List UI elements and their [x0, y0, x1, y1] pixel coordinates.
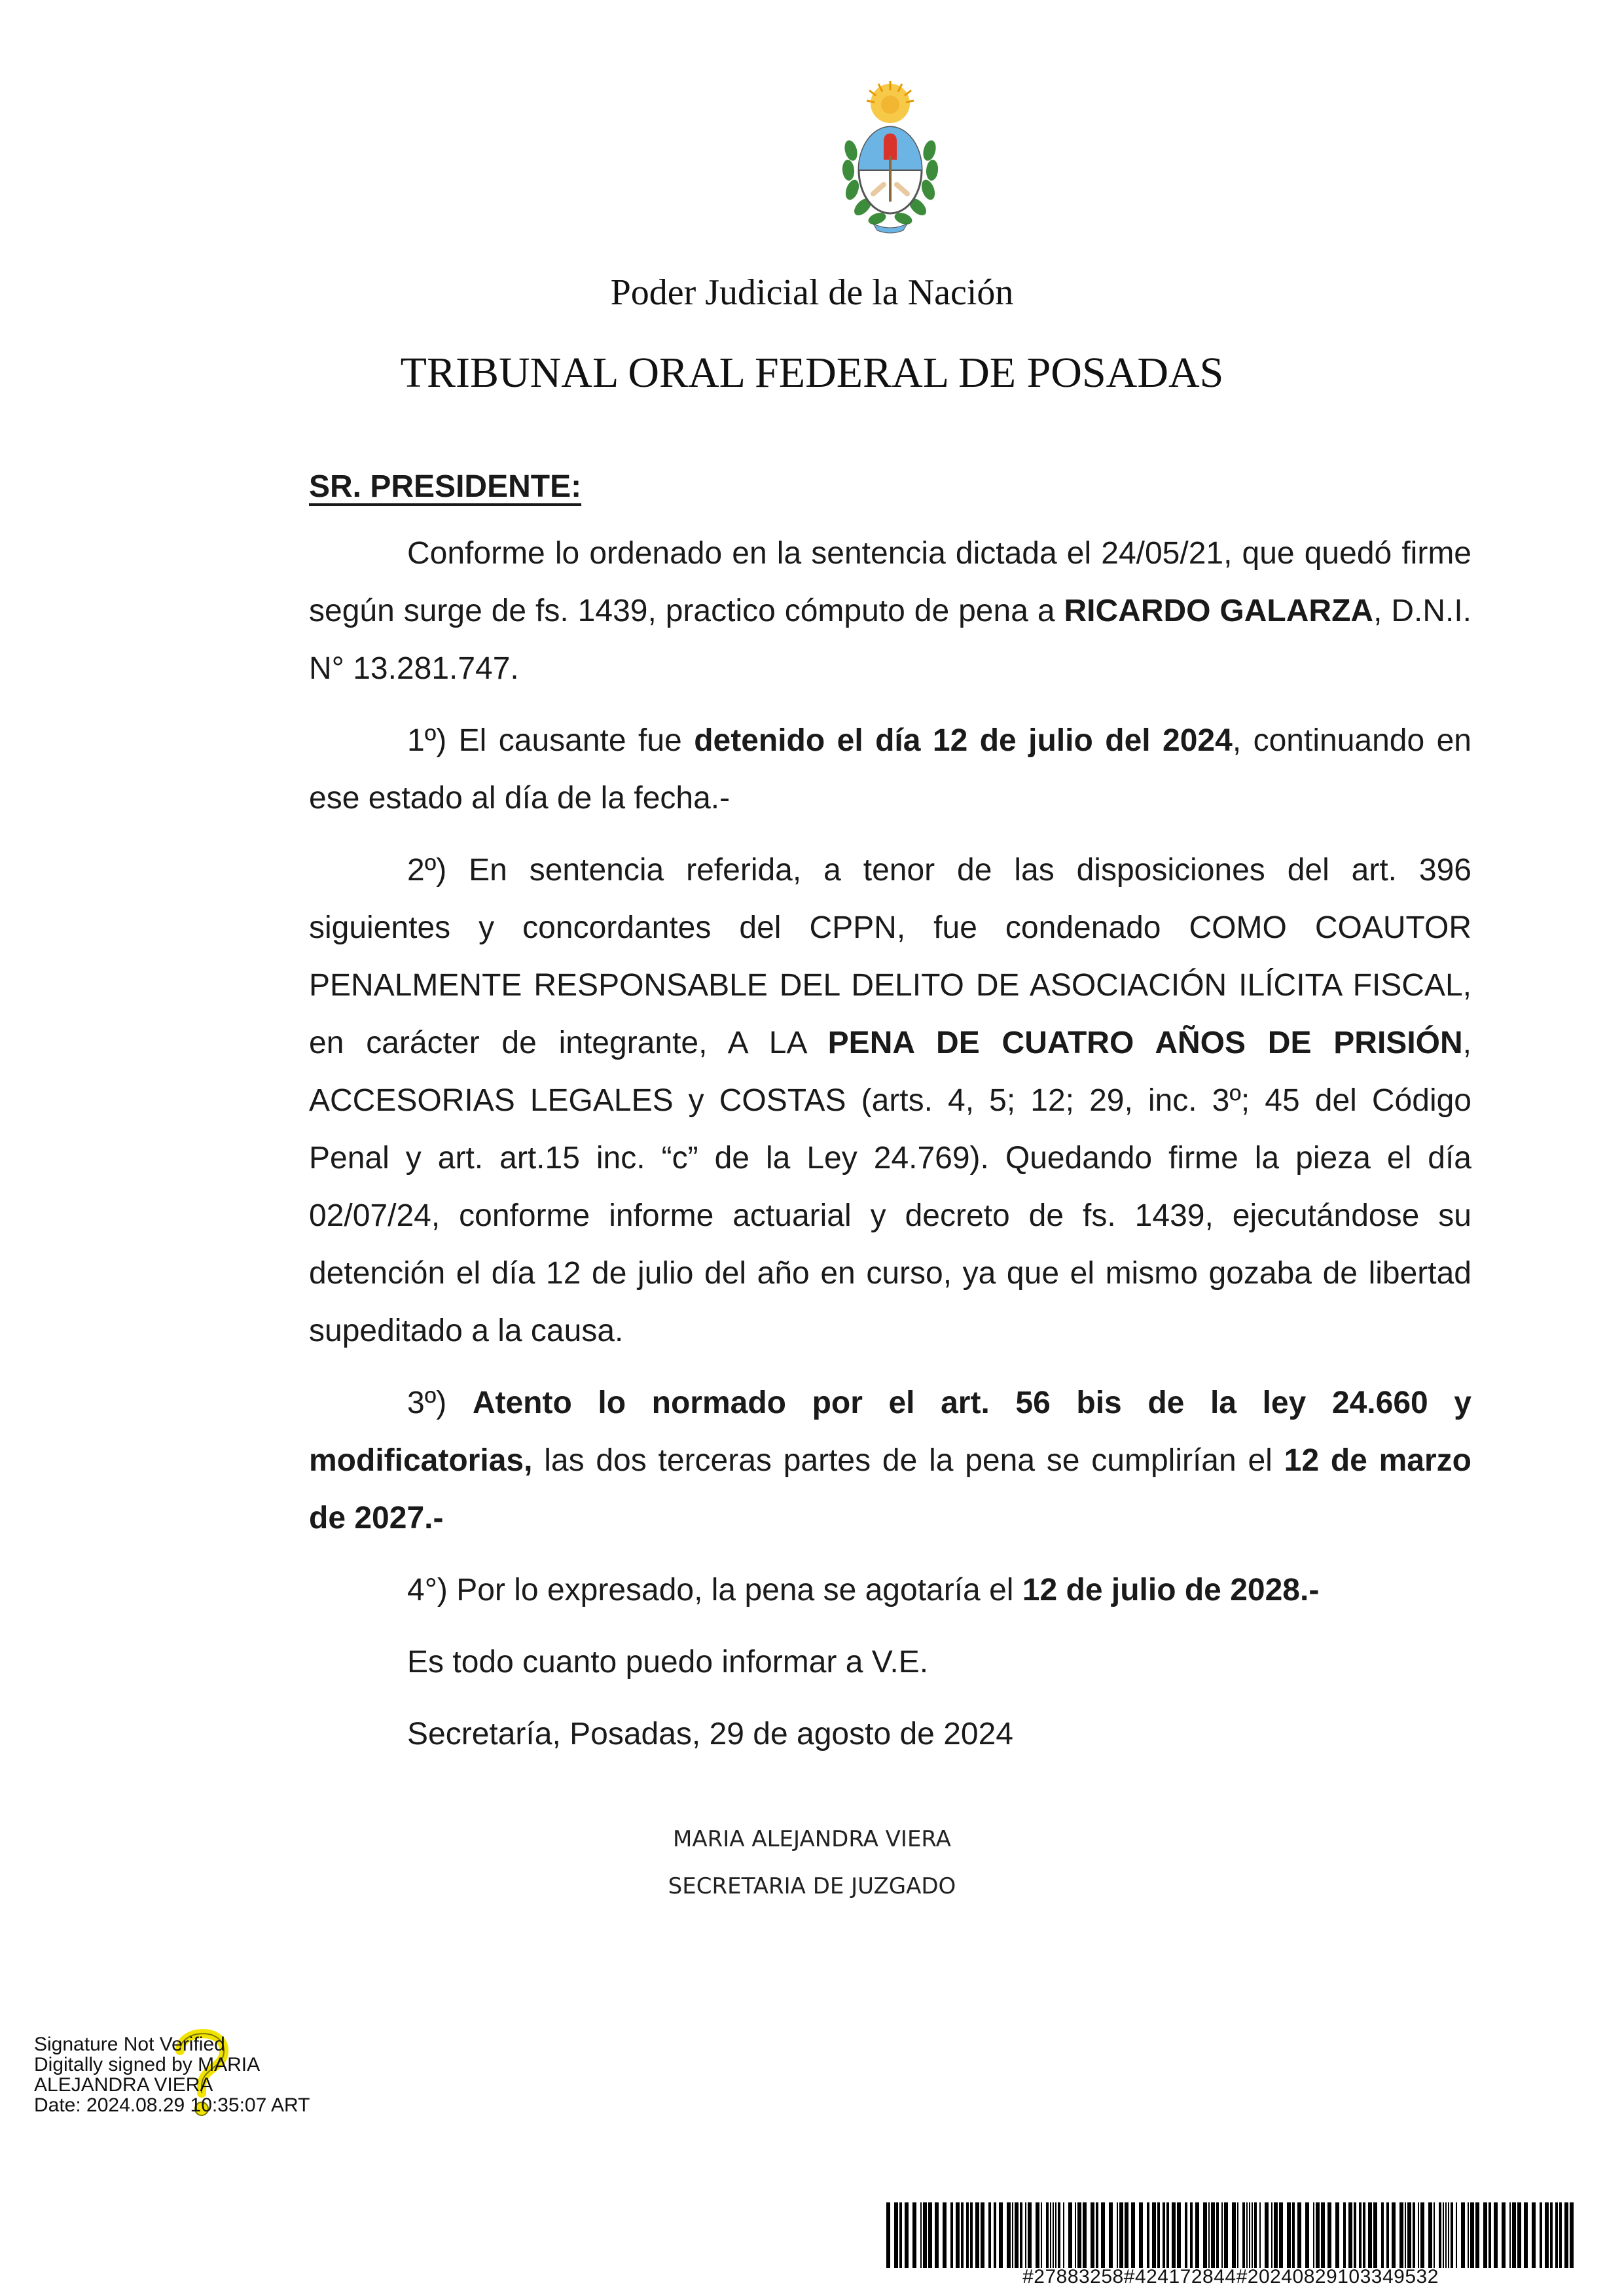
barcode-bar: [1532, 2202, 1536, 2268]
p3-text: las dos terceras partes de la pena se cumplirían el: [532, 1443, 1284, 1478]
barcode-bar: [1381, 2202, 1384, 2268]
paragraph-3: [309, 1374, 1471, 1547]
barcode-bar: [1208, 2202, 1210, 2268]
report-body: [309, 458, 1471, 1778]
barcode-bar: [1068, 2202, 1072, 2268]
p1-text-end: , continuando en ese estado al día de la fecha.-: [309, 723, 1471, 816]
closing-line: Es todo cuanto puedo informar a V.E.: [407, 1645, 929, 1679]
barcode-bar: [1028, 2202, 1032, 2268]
barcode-bar: [1517, 2202, 1521, 2268]
barcode-bar: [1405, 2202, 1406, 2268]
barcode-bar: [1292, 2202, 1295, 2268]
barcode-bar: [899, 2202, 902, 2268]
document-barcode: [884, 2202, 1578, 2268]
paragraph-1: [309, 712, 1471, 827]
barcode-bar: [1058, 2202, 1060, 2268]
oval-shield: [859, 127, 922, 213]
barcode-bar: [1468, 2202, 1469, 2268]
barcode-bar: [1509, 2202, 1511, 2268]
barcode-bar: [1343, 2202, 1346, 2268]
p3-legal-basis: Atento lo normado por el art. 56 bis de la ley 24.660 y modificatorias,: [309, 1386, 1472, 1478]
barcode-bar: [975, 2202, 979, 2268]
p4-text: 4°) Por lo expresado, la pena se agotaría el: [407, 1573, 1022, 1607]
barcode-bar: [970, 2202, 973, 2268]
barcode-bar: [1249, 2202, 1250, 2268]
barcode-bar: [981, 2202, 984, 2268]
barcode-bar: [1418, 2202, 1419, 2268]
barcode-bar: [1246, 2202, 1248, 2268]
barcode-bar: [1439, 2202, 1441, 2268]
p2-text: 2º) En sentencia referida, a tenor de las disposiciones del art. 396 siguientes y concordantes del CPPN, fue condenado COMO COAUTOR PENALMENTE RESPONSABLE DEL DELITO DE ASOCIACIÓN ILÍCITA FISCAL, en carácter de integrante, A LA: [309, 853, 1471, 1060]
barcode-bar: [1157, 2202, 1160, 2268]
barcode-bar: [1559, 2202, 1562, 2268]
barcode-bar: [1077, 2202, 1081, 2268]
barcode-bar: [1109, 2202, 1113, 2268]
paragraph-4: [309, 1562, 1471, 1619]
p2-text-end: , ACCESORIAS LEGALES y COSTAS (arts. 4, 5; 12; 29, inc. 3º; 45 del Código Penal y art. art.15 inc. “c” de la Ley 24.769). Quedando firme la pieza el día 02/07/24, conforme informe actuarial y decreto de fs. 1439, ejecutándose su detención el día 12 de julio del año en curso, ya que el mismo gozaba de libertad supeditado a la causa.: [309, 1026, 1472, 1348]
barcode-bar: [1321, 2202, 1325, 2268]
barcode-bar: [1413, 2202, 1415, 2268]
barcode-bar: [1335, 2202, 1339, 2268]
barcode-bar: [1434, 2202, 1435, 2268]
barcode-bar: [1252, 2202, 1253, 2268]
barcode-bar: [1232, 2202, 1236, 2268]
barcode-bar: [1348, 2202, 1352, 2268]
barcode-bar: [912, 2202, 916, 2268]
barcode-bar: [1451, 2202, 1453, 2268]
argentina-coat-of-arms-icon: [838, 79, 943, 236]
barcode-bar: [1420, 2202, 1424, 2268]
barcode-bar: [1007, 2202, 1011, 2268]
barcode-bar: [1075, 2202, 1076, 2268]
barcode-bar: [1046, 2202, 1049, 2268]
salutation: SR. PRESIDENTE:: [309, 469, 582, 504]
barcode-bar: [1242, 2202, 1245, 2268]
sun-rays: [867, 81, 914, 123]
intro-paragraph: [309, 525, 1471, 698]
barcode-bar: [1443, 2202, 1444, 2268]
barcode-bar: [923, 2202, 927, 2268]
barcode-bar: [1483, 2202, 1487, 2268]
barcode-bar: [1119, 2202, 1123, 2268]
barcode-bar: [956, 2202, 960, 2268]
barcode-bar: [1274, 2202, 1278, 2268]
barcode-bar: [1297, 2202, 1301, 2268]
signature-date: Date: 2024.08.29 10:35:07 ART: [34, 2094, 310, 2116]
ribbon: [873, 224, 907, 233]
barcode-bar: [905, 2202, 909, 2268]
barcode-bar: [1117, 2202, 1118, 2268]
barcode-bar: [1359, 2202, 1362, 2268]
signature-signed-by: Digitally signed by MARIA: [34, 2054, 261, 2075]
barcode-bar: [1564, 2202, 1568, 2268]
barcode-bar: [988, 2202, 991, 2268]
barcode-bar: [966, 2202, 969, 2268]
p3-number: 3º): [407, 1386, 473, 1420]
intro-text: Conforme lo ordenado en la sentencia dictada el 24/05/21, que quedó firme según surge de fs. 1439, practico cómputo de pena a: [309, 536, 1471, 628]
barcode-bar: [1461, 2202, 1465, 2268]
barcode-bar: [1373, 2202, 1377, 2268]
barcode-bar: [1055, 2202, 1056, 2268]
barcode-bar: [1053, 2202, 1054, 2268]
barcode-bar: [1524, 2202, 1528, 2268]
barcode-bar: [1271, 2202, 1272, 2268]
barcode-bar: [1445, 2202, 1447, 2268]
barcode-bar: [943, 2202, 947, 2268]
barcode-bar: [1147, 2202, 1149, 2268]
barcode-bar: [1015, 2202, 1019, 2268]
barcode-bar: [1316, 2202, 1320, 2268]
barcode-bar: [961, 2202, 964, 2268]
barcode-bar: [1470, 2202, 1474, 2268]
barcode-bar: [1287, 2202, 1291, 2268]
barcode-bar: [1131, 2202, 1135, 2268]
p4-expiry-date: 12 de julio de 2028.-: [1022, 1573, 1320, 1607]
barcode-bar: [1036, 2202, 1039, 2268]
barcode-bar: [1545, 2202, 1549, 2268]
barcode-bar: [1494, 2202, 1498, 2268]
barcode-bar: [1407, 2202, 1411, 2268]
barcode-bar: [1489, 2202, 1491, 2268]
barcode-bar: [1550, 2202, 1553, 2268]
barcode-bar: [928, 2202, 932, 2268]
place-and-date: Secretaría, Posadas, 29 de agosto de 2024: [407, 1717, 1013, 1751]
barcode-bar: [1354, 2202, 1356, 2268]
barcode-bar: [1540, 2202, 1542, 2268]
signature-signer: ALEJANDRA VIERA: [34, 2074, 213, 2096]
signature-status: Signature Not Verified: [34, 2034, 225, 2055]
barcode-bar: [999, 2202, 1003, 2268]
barcode-bar: [1456, 2202, 1457, 2268]
signer-role: SECRETARIA DE JUZGADO: [668, 1873, 956, 1899]
paragraph-2: [309, 842, 1471, 1360]
barcode-bar: [1254, 2202, 1257, 2268]
court-name: TRIBUNAL ORAL FEDERAL DE POSADAS: [400, 349, 1224, 397]
p3-two-thirds-date: 12 de marzo de 2027.-: [309, 1443, 1471, 1535]
barcode-bar: [1279, 2202, 1283, 2268]
barcode-bar: [1190, 2202, 1193, 2268]
barcode-bar: [1512, 2202, 1516, 2268]
barcode-bar: [1392, 2202, 1396, 2268]
barcode-bar: [1265, 2202, 1269, 2268]
barcode-bar: [1139, 2202, 1143, 2268]
barcode-bar: [1475, 2202, 1479, 2268]
digital-signature-stamp[interactable]: [34, 2034, 401, 2115]
signer-name: MARIA ALEJANDRA VIERA: [673, 1826, 951, 1852]
barcode-bar: [1570, 2202, 1574, 2268]
barcode-bar: [1185, 2202, 1187, 2268]
barcode-bar: [1216, 2202, 1219, 2268]
barcode-bar: [1555, 2202, 1558, 2268]
barcode-bar: [886, 2202, 890, 2268]
barcode-bar: [1237, 2202, 1238, 2268]
barcode-bar: [1025, 2202, 1026, 2268]
p1-detention-date: detenido el día 12 de julio del 2024: [694, 723, 1233, 758]
barcode-bar: [894, 2202, 898, 2268]
barcode-bar: [1063, 2202, 1064, 2268]
barcode-bar: [994, 2202, 996, 2268]
barcode-bar: [1368, 2202, 1372, 2268]
p1-text: 1º) El causante fue: [407, 723, 695, 758]
barcode-bar: [1091, 2202, 1094, 2268]
barcode-bar: [1363, 2202, 1365, 2268]
barcode-bar: [1125, 2202, 1128, 2268]
barcode-text: #27883258#424172844#20240829103349532: [1022, 2266, 1439, 2287]
p2-sentence: PENA DE CUATRO AÑOS DE PRISIÓN: [827, 1026, 1463, 1060]
barcode-bar: [1152, 2202, 1156, 2268]
barcode-bar: [1012, 2202, 1013, 2268]
barcode-bar: [1050, 2202, 1051, 2268]
intro-dni: , D.N.I. N° 13.281.747.: [309, 594, 1472, 686]
barcode-bar: [1327, 2202, 1331, 2268]
barcode-bar: [1083, 2202, 1087, 2268]
barcode-bar: [1502, 2202, 1506, 2268]
barcode-bar: [1163, 2202, 1165, 2268]
barcode-bar: [1221, 2202, 1223, 2268]
barcode-bar: [1101, 2202, 1105, 2268]
barcode-bar: [1177, 2202, 1181, 2268]
barcode-bar: [1313, 2202, 1314, 2268]
barcode-bar: [1399, 2202, 1403, 2268]
institution-name: Poder Judicial de la Nación: [610, 272, 1014, 313]
barcode-bar: [1224, 2202, 1228, 2268]
barcode-bar: [1096, 2202, 1098, 2268]
barcode-bar: [1195, 2202, 1199, 2268]
barcode-bar: [935, 2202, 939, 2268]
barcode-bar: [1172, 2202, 1176, 2268]
barcode-bar: [1041, 2202, 1042, 2268]
barcode-bar: [1386, 2202, 1389, 2268]
barcode-bar: [920, 2202, 922, 2268]
barcode-bar: [1203, 2202, 1207, 2268]
barcode-bar: [1166, 2202, 1169, 2268]
barcode-bar: [1020, 2202, 1022, 2268]
barcode-bar: [1211, 2202, 1215, 2268]
barcode-bar: [950, 2202, 953, 2268]
barcode-bar: [1305, 2202, 1309, 2268]
convict-name: RICARDO GALARZA: [1064, 594, 1374, 628]
barcode-bar: [1259, 2202, 1261, 2268]
barcode-bar: [1428, 2202, 1432, 2268]
barcode-bar: [1448, 2202, 1449, 2268]
